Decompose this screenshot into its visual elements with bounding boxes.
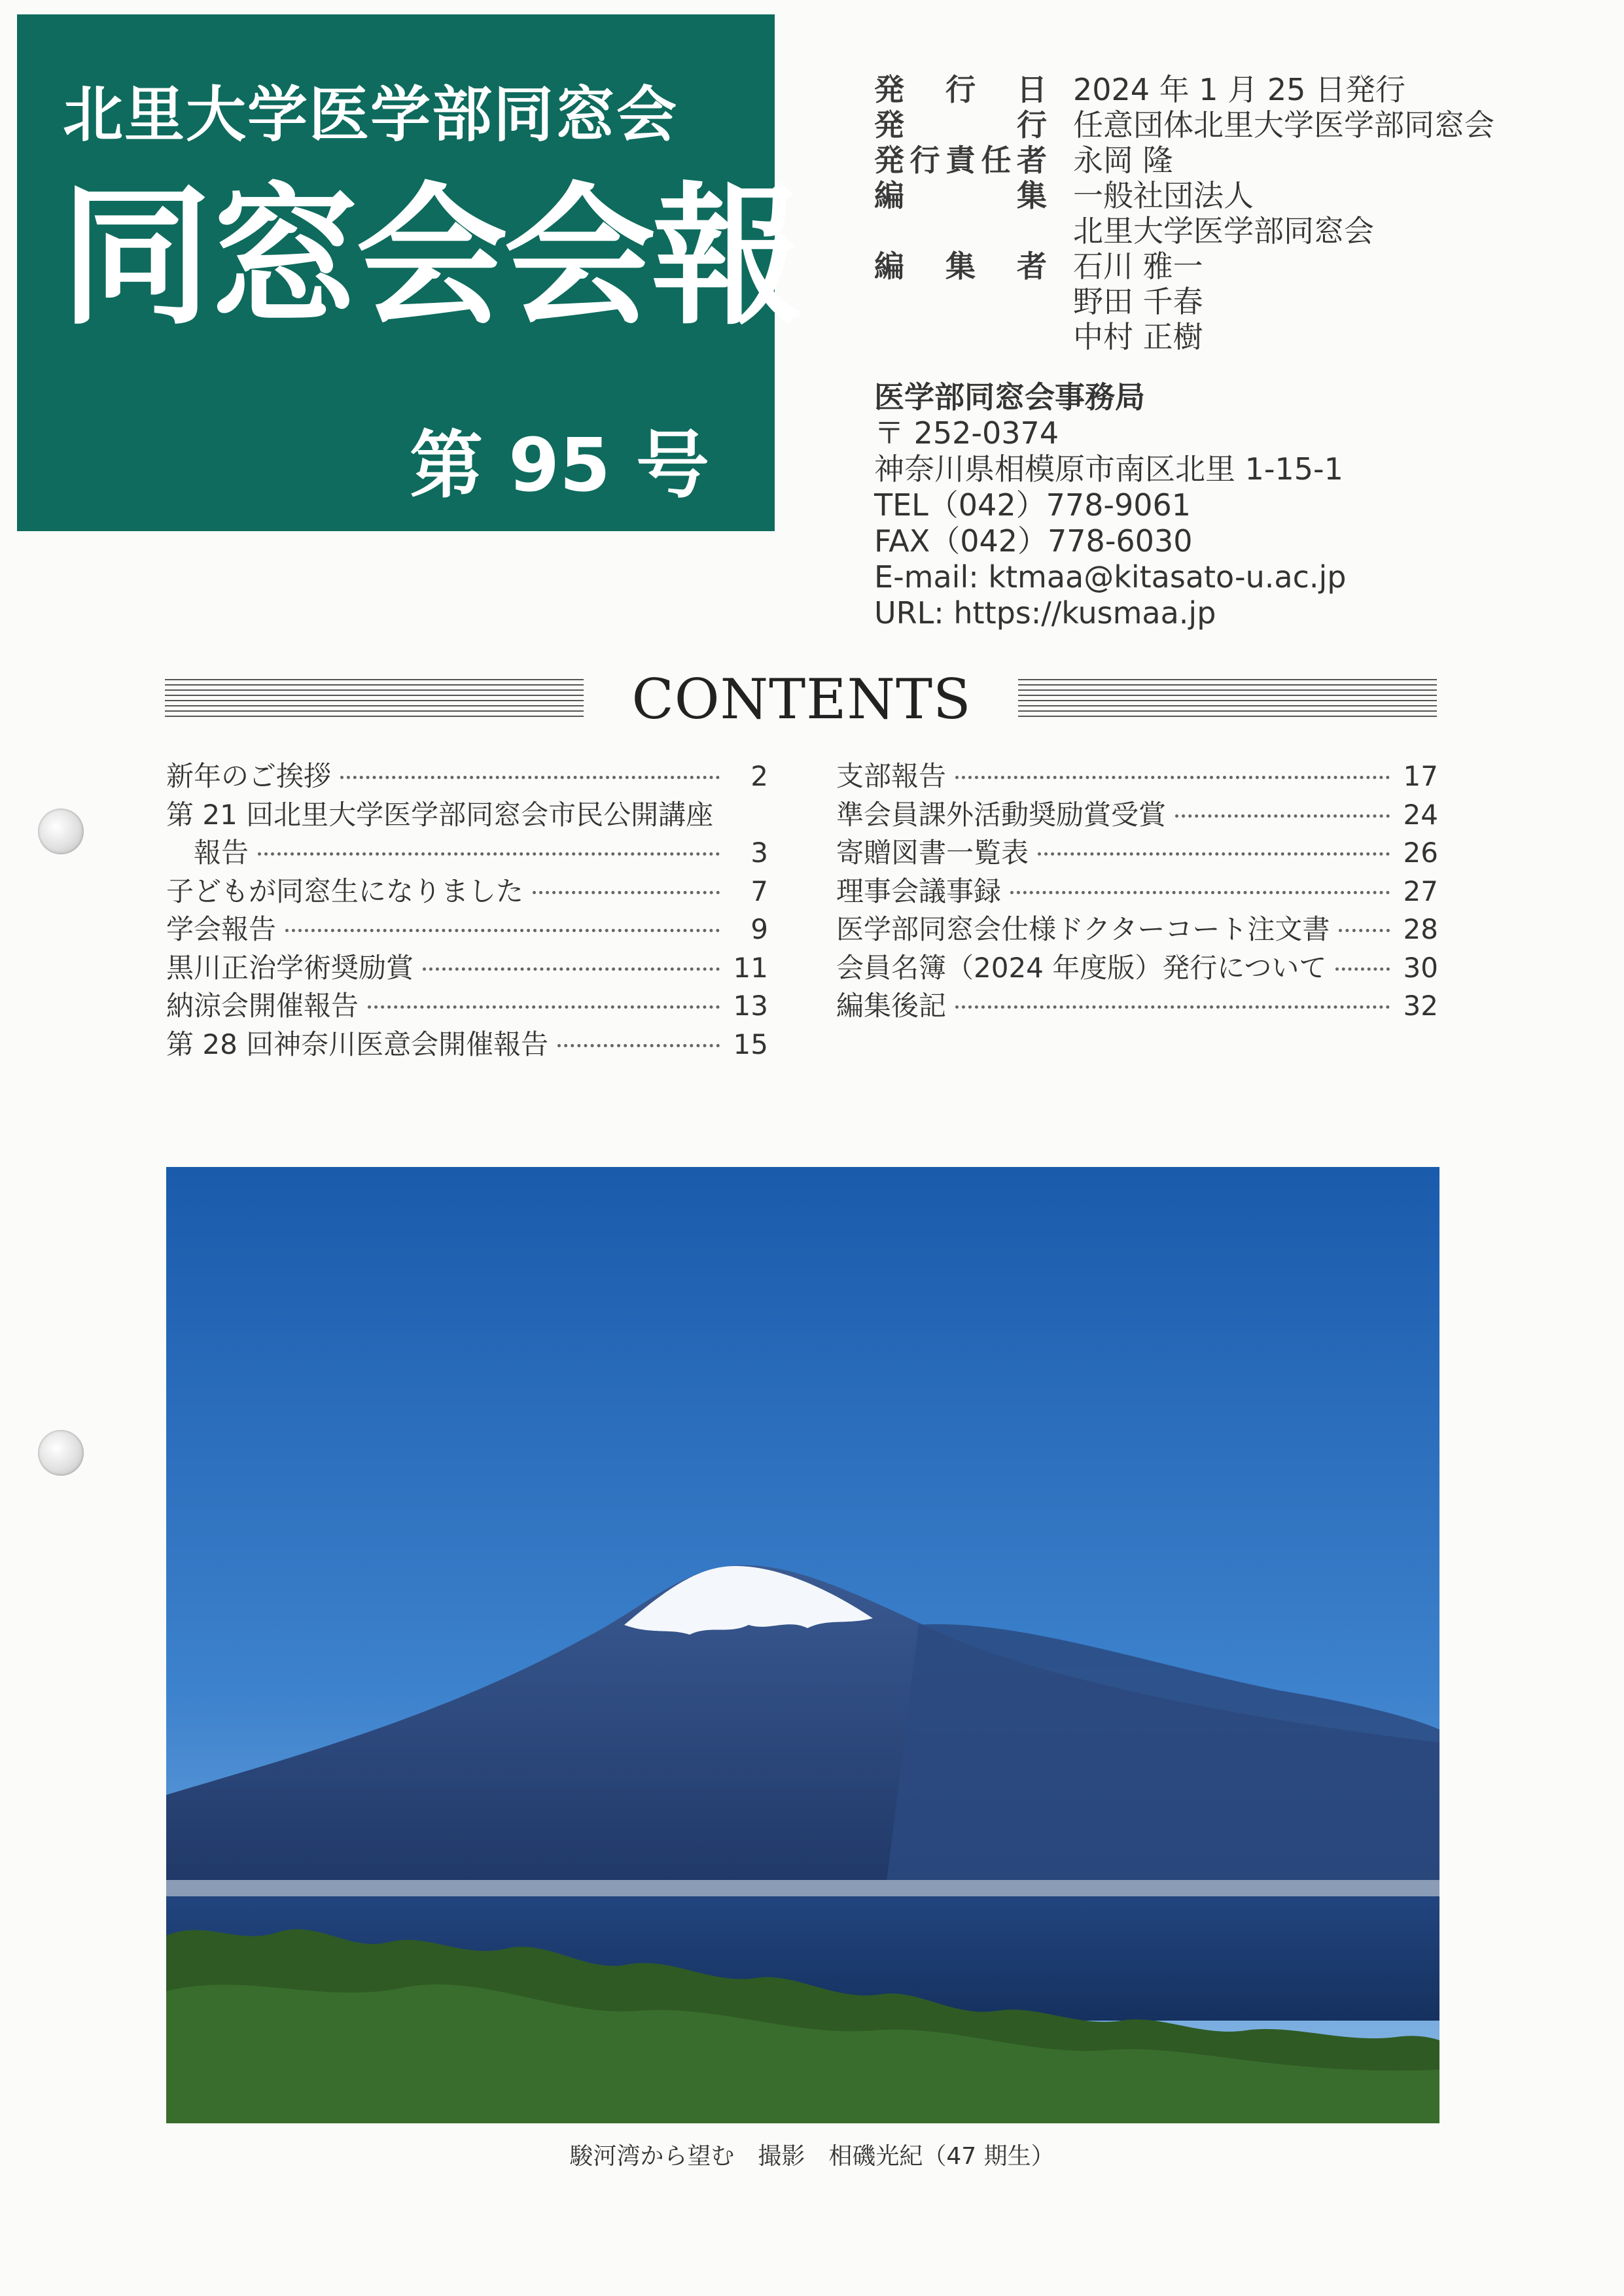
toc-entry xyxy=(836,873,1438,911)
issue-number: 第 95 号 xyxy=(410,423,709,508)
toc-entry xyxy=(166,1026,768,1064)
toc-entry-title: 第 28 回神奈川医意会開催報告 xyxy=(166,1028,549,1060)
toc-entry xyxy=(166,834,768,873)
toc-entry-page: 26 xyxy=(1403,837,1438,869)
punch-hole-top xyxy=(38,809,84,854)
office-address: 神奈川県相模原市南区北里 1-15-1 xyxy=(874,451,1343,487)
toc-entry-title: 第 21 回北里大学医学部同窓会市民公開講座 xyxy=(166,798,714,831)
office-info xyxy=(874,379,1594,631)
toc-entry-page: 27 xyxy=(1403,875,1438,907)
office-tel: TEL（042）778-9061 xyxy=(874,487,1192,523)
toc-entry-title: 理事会議事録 xyxy=(836,875,1002,907)
pub-label xyxy=(874,284,1047,319)
office-url: URL: https://kusmaa.jp xyxy=(874,595,1216,631)
toc-entry-title: 新年のご挨拶 xyxy=(166,760,332,792)
pub-label: 編集 xyxy=(874,178,1047,213)
pub-label: 発行日 xyxy=(874,72,1047,107)
toc-leader-dots xyxy=(533,891,720,894)
toc-leader-dots xyxy=(340,776,720,779)
pub-row-editors-cont xyxy=(874,284,1594,319)
toc-leader-dots xyxy=(955,1005,1390,1009)
toc-entry-page: 9 xyxy=(750,913,768,945)
contents-heading: CONTENTS xyxy=(631,667,972,731)
toc-entry xyxy=(836,796,1438,835)
toc-entry xyxy=(166,873,768,911)
bulletin-title: 同窓会会報 xyxy=(60,169,800,345)
toc-leader-dots xyxy=(1335,967,1390,971)
toc-entry-title: 準会員課外活動奨励賞受賞 xyxy=(836,798,1167,831)
toc-entry-page: 13 xyxy=(733,990,768,1022)
pub-row-publisher xyxy=(874,107,1594,143)
toc-entry-title: 納涼会開催報告 xyxy=(166,990,359,1022)
pub-value: 石川 雅一 xyxy=(1073,249,1203,284)
pub-value: 2024 年 1 月 25 日発行 xyxy=(1073,72,1405,107)
publication-info xyxy=(874,72,1594,355)
toc-entry-page: 32 xyxy=(1403,990,1438,1022)
toc-entry xyxy=(836,987,1438,1026)
toc-entry xyxy=(166,987,768,1026)
toc-leader-dots xyxy=(1010,891,1390,894)
pub-row-editors xyxy=(874,249,1594,284)
toc-entry-title: 子どもが同窓生になりました xyxy=(166,875,524,907)
toc-entry xyxy=(836,834,1438,873)
toc-leader-dots xyxy=(1175,814,1390,818)
toc-entry xyxy=(166,796,768,835)
toc-entry-title: 寄贈図書一覧表 xyxy=(836,837,1029,869)
toc-entry-page: 28 xyxy=(1403,913,1438,945)
pub-label xyxy=(874,319,1047,355)
pub-value: 北里大学医学部同窓会 xyxy=(1073,213,1374,249)
toc-entry-page: 7 xyxy=(750,875,768,907)
pub-label: 編集者 xyxy=(874,249,1047,284)
toc-entry-title: 学会報告 xyxy=(166,913,277,945)
pub-value: 任意団体北里大学医学部同窓会 xyxy=(1073,107,1494,143)
toc-entry-page: 3 xyxy=(750,837,768,869)
toc-right-column xyxy=(836,757,1438,1026)
toc-entry-title: 会員名簿（2024 年度版）発行について xyxy=(836,951,1327,984)
contents-rule-left xyxy=(165,679,584,718)
toc-leader-dots xyxy=(1038,852,1390,856)
pub-row-date xyxy=(874,72,1594,107)
toc-entry-title: 医学部同窓会仕様ドクターコート注文書 xyxy=(836,913,1330,945)
toc-entry xyxy=(836,757,1438,796)
pub-label: 発行責任者 xyxy=(874,143,1047,178)
toc-entry xyxy=(166,949,768,988)
toc-leader-dots xyxy=(557,1044,720,1047)
toc-entry-title: 編集後記 xyxy=(836,990,947,1022)
pub-label: 発行 xyxy=(874,107,1047,143)
toc-leader-dots xyxy=(955,776,1390,779)
office-title: 医学部同窓会事務局 xyxy=(874,379,1145,415)
pub-label xyxy=(874,213,1047,249)
toc-entry-page: 17 xyxy=(1403,760,1438,792)
toc-entry xyxy=(166,757,768,796)
toc-entry-page: 15 xyxy=(733,1028,768,1060)
office-fax: FAX（042）778-6030 xyxy=(874,523,1193,559)
pub-value: 一般社団法人 xyxy=(1073,178,1254,213)
association-name: 北里大学医学部同窓会 xyxy=(63,80,679,150)
office-email: E-mail: ktmaa@kitasato-u.ac.jp xyxy=(874,559,1347,595)
pub-value: 野田 千春 xyxy=(1073,284,1203,319)
pub-row-editors-cont xyxy=(874,319,1594,355)
contents-rule-right xyxy=(1018,679,1437,718)
toc-left-column xyxy=(166,757,768,1064)
pub-row-responsible xyxy=(874,143,1594,178)
toc-entry-page: 11 xyxy=(733,951,768,984)
title-block xyxy=(17,14,800,531)
toc-leader-dots xyxy=(423,967,720,971)
punch-hole-bottom xyxy=(38,1430,84,1476)
cover-photo-mount-fuji xyxy=(166,1167,1439,2123)
pub-row-editing-cont xyxy=(874,213,1594,249)
toc-entry-title: 報告 xyxy=(194,837,249,869)
office-postal: 〒 252-0374 xyxy=(874,415,1059,451)
pub-value: 中村 正樹 xyxy=(1073,319,1203,355)
toc-entry xyxy=(836,911,1438,949)
toc-entry-page: 2 xyxy=(750,760,768,792)
toc-entry-title: 黒川正治学術奨励賞 xyxy=(166,951,414,984)
toc-leader-dots xyxy=(285,929,720,932)
pub-row-editing xyxy=(874,178,1594,213)
toc-entry-page: 30 xyxy=(1403,951,1438,984)
toc-leader-dots xyxy=(1339,929,1390,932)
toc-entry-page: 24 xyxy=(1403,798,1438,831)
toc-entry xyxy=(166,911,768,949)
toc-leader-dots xyxy=(368,1005,720,1009)
toc-entry-title: 支部報告 xyxy=(836,760,947,792)
photo-caption: 駿河湾から望む 撮影 相磯光紀（47 期生） xyxy=(569,2143,1055,2170)
toc-entry xyxy=(836,949,1438,988)
toc-leader-dots xyxy=(258,852,720,856)
pub-value: 永岡 隆 xyxy=(1073,143,1173,178)
